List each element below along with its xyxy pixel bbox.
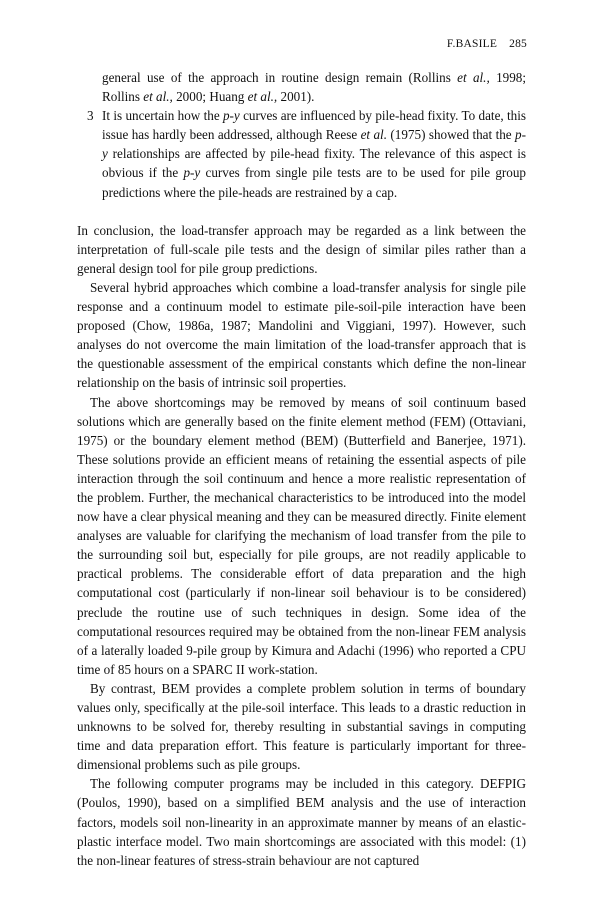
paragraph-computer-programs: The following computer programs may be included in this category. DEFPIG (Poulos, 1990), based on a simplified BEM analysis and the use of interaction factors, models soil non-linearity in an approximate manner by means of an elastic-plastic interface model. Two main shortcomings are associated with this model: (1) the non-linear features of stress-strain behaviour are not captured (77, 776, 526, 868)
paragraph-bem: By contrast, BEM provides a complete problem solution in terms of boundary values only, specifically at the pile-soil interface. This leads to a drastic reduction in unknowns to be solved for, thereby resulting in substantial savings in computing time and data preparation effort. This feature is particularly important for three-dimensional problems such as pile groups. (77, 680, 526, 773)
paragraph-hybrid-approaches: Several hybrid approaches which combine a load-transfer analysis for single pile response and a continuum model to estimate pile-soil-pile interaction have been proposed (Chow, 1986a, 1987; Mandolini and Viggiani, 1997). However, such analyses do not overcome the main limitation of the load-transfer approach that is the questionable assessment of the empirical constants which define the non-linear relationship on the basis of intrinsic soil properties. (77, 279, 526, 391)
page-number: 285 (509, 38, 527, 50)
list-number: 3 (87, 108, 94, 124)
paragraph-continuum-solutions: The above shortcomings may be removed by means of soil continuum based solutions which are generally based on the finite element method (FEM) (Ottaviani, 1975) or the boundary element method (BEM) (Butterfield and Banerjee, 1971). These solutions provide an efficient means of retaining the essential aspects of pile interaction through the soil continuum and hence a more realistic representation of the problem. Further, the mechanical characteristics to be introduced into the model now have a clear physical meaning and they can be measured directly. Finite element analyses are valuable for clarifying the mechanism of load transfer from the pile to the surrounding soil but, especially for pile groups, are not readily applicable to practical problems. The considerable effort of data preparation and the high computational cost (particularly if non-linear soil behaviour is to be considered) preclude the routine use of such techniques in design. Some idea of the computational resources required may be obtained from the non-linear FEM analysis of a laterally loaded 9-pile group by Kimura and Adachi (1996) who reported a CPU time of 85 hours on a SPARC II work-station. (77, 394, 526, 677)
list-item-continuation: general use of the approach in routine design remain (Rollins et al., 1998; Rollins et al., 2000; Huang et al., 2001). (102, 70, 527, 105)
running-header (447, 38, 527, 50)
body-text (77, 68, 526, 870)
list-item-3: 3 It is uncertain how the p-y curves are influenced by pile-head fixity. To date, this issue has hardly been addressed, although Reese et al. (1975) showed that the p-y relationships are affected by pile-head fixity. The relevance of this aspect is obvious if the p-y curves from single pile tests are to be used for pile group predictions where the pile-heads are restrained by a cap. (87, 108, 526, 200)
header-author: F.BASILE (446, 38, 498, 50)
paragraph-gap (77, 202, 526, 221)
paragraph-conclusion: In conclusion, the load-transfer approach may be regarded as a link between the interpretation of full-scale pile tests and the design of similar piles rather than a general design tool for pile group predictions. (77, 222, 526, 276)
